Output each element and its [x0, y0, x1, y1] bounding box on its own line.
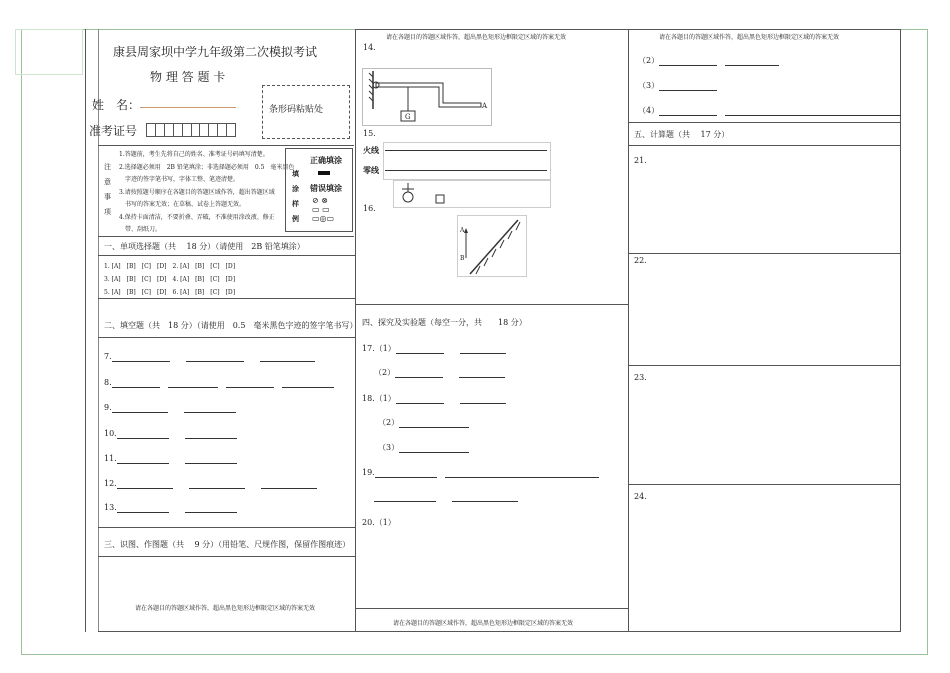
section4-title: 四、探究及实验题（每空一分，共 18 分） [362, 318, 527, 327]
q13[interactable]: 13. [104, 502, 237, 513]
q23-top [628, 365, 901, 366]
name-field[interactable] [140, 107, 236, 108]
svg-text:A: A [460, 227, 465, 234]
q19[interactable]: 19. [362, 467, 599, 478]
q-part4[interactable]: （4） [638, 105, 901, 116]
q24-top [628, 484, 901, 485]
zero-line-label: 零线 [363, 165, 379, 175]
q14-figure [362, 68, 492, 126]
svg-text:G: G [405, 113, 411, 121]
q18-3[interactable]: （3） [378, 442, 469, 453]
q17-1[interactable]: 17.（1） [362, 343, 506, 354]
q22-top [628, 253, 901, 254]
q10[interactable]: 10. [104, 428, 237, 439]
section4-top [355, 304, 628, 305]
section5-line [628, 145, 901, 146]
example-vertical: 填 涂 样 例 [292, 169, 299, 223]
q24-label: 24. [634, 492, 647, 501]
divider-col4 [900, 29, 901, 632]
section5-top [628, 122, 901, 123]
section3-line [98, 556, 355, 557]
wrong-fill-label: 错误填涂 [310, 183, 342, 193]
notice-vertical: 注 意 事 项 [104, 163, 111, 216]
wrong-fill-marks-2: ▭ ▭ [312, 205, 330, 214]
bottom-line [98, 631, 901, 632]
fire-line-label: 火线 [363, 145, 379, 155]
svg-text:A: A [482, 102, 488, 110]
divider-col3 [628, 29, 629, 632]
section1-title: 一、单项选择题（共 18 分）（请使用 2B 铅笔填涂） [104, 242, 305, 251]
q9[interactable]: 9. [104, 402, 236, 413]
card-title: 物 理 答 题 卡 [150, 70, 226, 84]
id-boxes[interactable] [146, 123, 236, 137]
q14-label: 14. [363, 43, 376, 52]
q16-label: 16. [363, 204, 376, 213]
warning-col2-bottom: 请在各题目的答题区域作答，超出黑色矩形边框限定区域的答案无效 [393, 620, 574, 627]
left-margin-line [85, 29, 86, 632]
corner-mark [15, 29, 83, 75]
q15-label: 15. [363, 129, 376, 138]
section1-line [98, 255, 355, 256]
section1-bottom [98, 298, 355, 299]
wrong-fill-marks-3: ▭◎▭ [312, 214, 335, 223]
q-part2[interactable]: （2） [638, 55, 779, 66]
q19-line2[interactable] [374, 491, 518, 502]
q22-label: 22. [634, 256, 647, 265]
q7[interactable]: 7. [104, 351, 315, 362]
q20: 20.（1） [362, 518, 396, 527]
col2-warning-line [355, 608, 628, 609]
warning-col1: 请在各题目的答题区域作答，超出黑色矩形边框限定区域的答案无效 [135, 605, 316, 612]
warning-col3-top: 请在各题目的答题区域作答，超出黑色矩形边框限定区域的答案无效 [659, 34, 840, 41]
correct-fill-label: 正确填涂 [310, 155, 342, 165]
section2-line [98, 337, 355, 338]
q16-figure [457, 215, 527, 277]
notice-text: 1.答题前，考生先将自己的姓名、准考证号码填写清楚。 2.选择题必须用 2B 铅笔填涂；非选择题必须用 0.5 毫米黑色 字迹的签字笔书写，字体工整、笔迹清楚。 3.请按照题号顺序在各题目的答题区域作答，超出答题区域 书写的答案无效；在草稿、试卷上答题无效。 4.保持卡面清洁，不要折叠、弄破，不准使用涂改液、修正 带、刮纸刀。 [119, 151, 295, 233]
q12[interactable]: 12. [104, 478, 317, 489]
q8[interactable]: 8. [104, 377, 334, 388]
divider-col1 [98, 29, 99, 632]
correct-fill-mark [318, 171, 330, 175]
section5-title: 五、计算题（共 17 分） [634, 130, 730, 139]
q15-figure-box [383, 142, 551, 180]
warning-col2-top: 请在各题目的答题区域作答，超出黑色矩形边框限定区域的答案无效 [386, 34, 567, 41]
q15-device-figure [393, 180, 551, 208]
exam-title: 康县周家坝中学九年级第二次模拟考试 [113, 45, 318, 59]
q17-2[interactable]: （2） [374, 367, 505, 378]
barcode-label: 条形码粘贴处 [269, 105, 324, 115]
q11[interactable]: 11. [104, 453, 237, 464]
section2-title: 二、填空题（共 18 分）（请使用 0.5 毫米黑色字迹的签字笔书写） [104, 321, 358, 330]
q-part3[interactable]: （3） [638, 80, 717, 91]
id-label: 准考证号 [89, 124, 138, 138]
svg-text:B: B [460, 255, 465, 262]
wrong-fill-marks-1: ⊘ ⊗ [312, 196, 328, 205]
q23-label: 23. [634, 373, 647, 382]
top-line-col23 [355, 29, 901, 30]
q18-1[interactable]: 18.（1） [362, 393, 506, 404]
name-label: 姓 名： [92, 98, 141, 112]
q21-label: 21. [634, 156, 647, 165]
q18-2[interactable]: （2） [378, 417, 469, 428]
section3-title: 三、识图、作图题（共 9 分）（用铅笔、尺规作图，保留作图痕迹） [104, 540, 351, 549]
section1-choices[interactable]: 1. [A] [B] [C] [D] 2. [A] [B] [C] [D] 3. [A] [B] [C] [D] 4. [A] [B] [C] [D] 5. [A] [B] [C] [D] 6. [A] [B] [C] [D] [104, 263, 236, 296]
section2-bottom [98, 527, 355, 528]
